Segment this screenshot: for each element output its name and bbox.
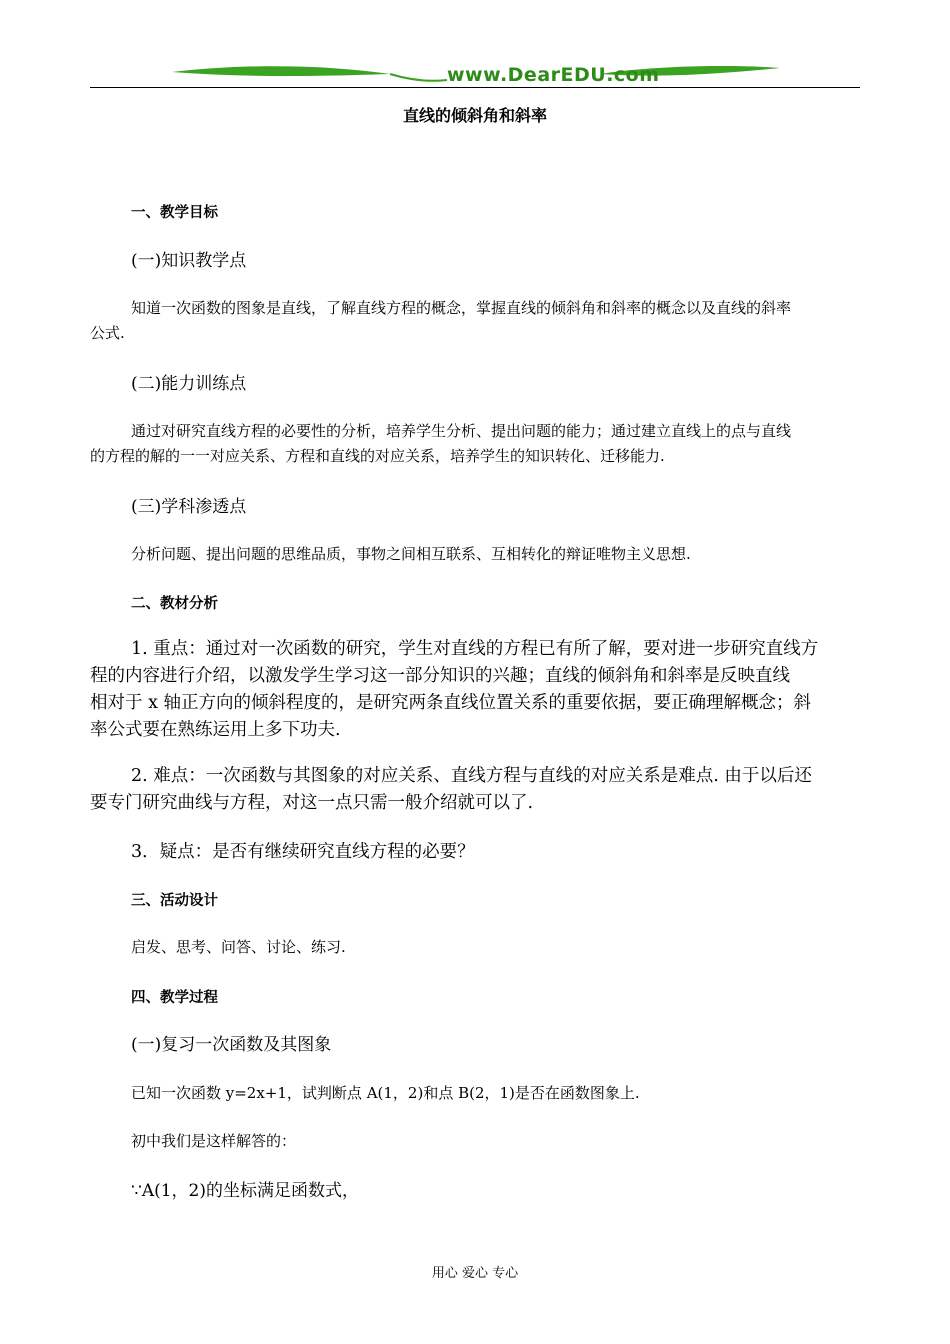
site-logo-text: www.DearEDU.com — [447, 64, 660, 86]
subheading-discipline: (三)学科渗透点 — [131, 497, 247, 517]
document-title: 直线的倾斜角和斜率 — [402, 106, 547, 125]
paragraph-line: 1. 重点：通过对一次函数的研究，学生对直线的方程已有所了解，要对进一步研究直线方 — [131, 639, 819, 659]
section-heading-2: 二、教材分析 — [131, 596, 218, 612]
paragraph-line: 已知一次函数 y=2x+1，试判断点 A(1，2)和点 B(2，1)是否在函数图象上. — [131, 1084, 640, 1102]
page-header — [90, 60, 860, 90]
subheading-knowledge: (一)知识教学点 — [131, 251, 247, 271]
paragraph-line: 知道一次函数的图象是直线，了解直线方程的概念，掌握直线的倾斜角和斜率的概念以及直线的斜率 — [131, 299, 792, 317]
section-heading-3: 三、活动设计 — [131, 893, 218, 909]
subheading-ability: (二)能力训练点 — [131, 374, 247, 394]
paragraph-line: 率公式要在熟练运用上多下功夫. — [90, 720, 341, 740]
paragraph-line: 通过对研究直线方程的必要性的分析，培养学生分析、提出问题的能力；通过建立直线上的点与直线 — [131, 422, 792, 440]
paragraph-line: 的方程的解的一一对应关系、方程和直线的对应关系，培养学生的知识转化、迁移能力. — [90, 447, 665, 465]
section-heading-4: 四、教学过程 — [131, 990, 218, 1006]
paragraph-line: 启发、思考、问答、讨论、练习. — [131, 938, 346, 956]
paragraph-line: 3．疑点：是否有继续研究直线方程的必要？ — [131, 842, 475, 862]
paragraph-line: 2. 难点：一次函数与其图象的对应关系、直线方程与直线的对应关系是难点. 由于以后还 — [131, 766, 812, 786]
page-footer: 用心 爱心 专心 — [431, 1266, 519, 1281]
paragraph-line: 相对于 x 轴正方向的倾斜程度的，是研究两条直线位置关系的重要依据，要正确理解概念；斜 — [90, 693, 811, 713]
paragraph-line: ∵A(1，2)的坐标满足函数式， — [131, 1181, 359, 1201]
paragraph-line: 分析问题、提出问题的思维品质，事物之间相互联系、互相转化的辩证唯物主义思想. — [131, 545, 691, 563]
paragraph-line: 要专门研究曲线与方程，对这一点只需一般介绍就可以了. — [90, 793, 534, 813]
paragraph-line: 公式. — [90, 324, 125, 342]
paragraph-line: 程的内容进行介绍，以激发学生学习这一部分知识的兴趣；直线的倾斜角和斜率是反映直线 — [90, 666, 790, 686]
section-heading-1: 一、教学目标 — [131, 205, 218, 221]
subheading-review: (一)复习一次函数及其图象 — [131, 1035, 332, 1055]
paragraph-line: 初中我们是这样解答的： — [131, 1132, 297, 1150]
header-rule — [90, 87, 860, 88]
